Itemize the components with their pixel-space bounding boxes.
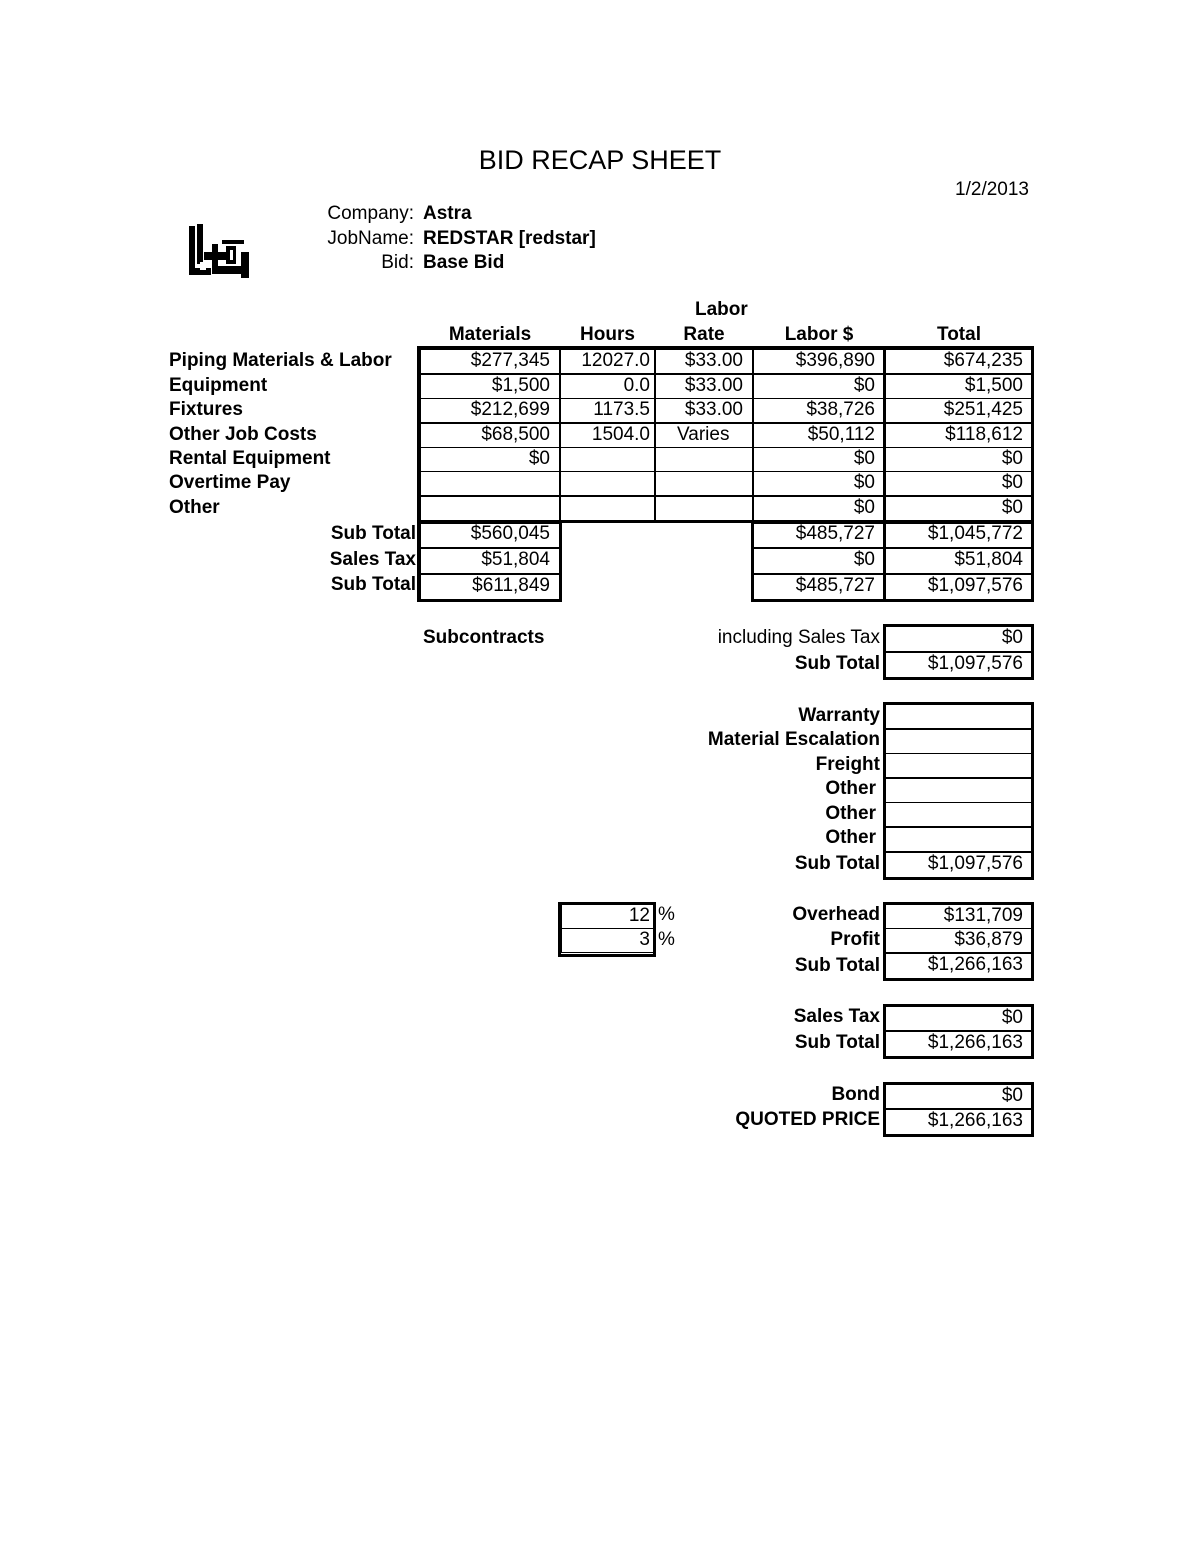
cell-materials [420,496,560,521]
cell-labor: $0 [753,374,885,399]
bond-value: $0 [885,1084,1033,1109]
other-value [885,827,1033,852]
cell-rate [655,496,753,521]
row-label-other: Other [169,497,220,518]
extras-subtotal-label: Sub Total [794,853,880,874]
col-header-labor-dollars: Labor $ [784,324,854,345]
cell-labor: $0 [753,471,885,496]
final-sales-tax-label: Sales Tax [793,1006,880,1027]
col-header-hours: Hours [580,324,635,345]
cell-hours: 1173.5 [560,398,655,423]
overhead-label: Overhead [792,904,880,925]
cell-hours [560,447,655,472]
cell-rate [655,447,753,472]
col-header-labor-rate-line2: Rate [683,324,725,345]
cell-materials: $277,345 [420,349,560,374]
col-header-materials: Materials [448,324,532,345]
subcontracts-value: $0 [885,626,1033,652]
material-escalation-value [885,729,1033,754]
overhead-value: $131,709 [885,904,1033,929]
sales-tax-labor: $0 [753,548,885,574]
freight-label: Freight [815,754,880,775]
cell-labor: $0 [753,496,885,521]
cell-total: $1,500 [885,374,1033,399]
cell-materials: $68,500 [420,423,560,448]
percent-sign: % [658,904,675,925]
subtotal-label: Sub Total [330,523,416,544]
other-label: Other [825,803,876,824]
other-label: Other [825,778,876,799]
subtotal-labor: $485,727 [753,574,885,600]
cell-total: $0 [885,447,1033,472]
subcontracts-label: Subcontracts [423,627,545,648]
subcontracts-subtotal-label: Sub Total [794,653,880,674]
final-sales-tax-value: $0 [885,1006,1033,1031]
quoted-price-label: QUOTED PRICE [735,1109,880,1130]
percent-sign: % [658,929,675,950]
profit-percent: 3 [561,928,654,953]
date: 1/2/2013 [955,179,1029,200]
cell-rate: $33.00 [655,398,753,423]
cell-rate: $33.00 [655,374,753,399]
cell-labor: $396,890 [753,349,885,374]
cell-hours: 0.0 [560,374,655,399]
row-label-other-job-costs: Other Job Costs [169,424,317,445]
bid-label: Bid: [381,252,414,273]
subtotal-total: $1,097,576 [885,574,1033,600]
subtotal-materials: $611,849 [420,574,560,600]
including-sales-tax-label: including Sales Tax [717,627,880,648]
row-label-equipment: Equipment [169,375,268,396]
subtotal-total: $1,045,772 [885,522,1033,548]
subcontracts-subtotal-value: $1,097,576 [885,652,1033,678]
op-subtotal-label: Sub Total [794,955,880,976]
sales-tax-total: $51,804 [885,548,1033,574]
cell-hours [560,471,655,496]
company-value: Astra [423,203,472,224]
subtotal-labor: $485,727 [753,522,885,548]
sales-tax-materials: $51,804 [420,548,560,574]
op-subtotal-value: $1,266,163 [885,953,1033,979]
sales-tax-label: Sales Tax [329,549,416,570]
bid-value: Base Bid [423,252,505,273]
other-value [885,802,1033,827]
plumbing-pipes-icon [186,222,252,280]
final-tax-subtotal-label: Sub Total [794,1032,880,1053]
cell-hours: 12027.0 [560,349,655,374]
cell-total: $251,425 [885,398,1033,423]
col-header-labor-rate-line1: Labor [695,299,748,320]
cell-materials [420,471,560,496]
cell-materials: $212,699 [420,398,560,423]
cell-labor: $0 [753,447,885,472]
row-label-piping: Piping Materials & Labor [169,350,392,371]
bond-label: Bond [831,1084,880,1105]
col-header-total: Total [937,324,981,345]
cell-hours [560,496,655,521]
cell-total: $674,235 [885,349,1033,374]
subtotal-materials: $560,045 [420,522,560,548]
cell-materials: $0 [420,447,560,472]
page-title: BID RECAP SHEET [478,145,722,175]
final-tax-subtotal-value: $1,266,163 [885,1031,1033,1057]
cell-hours: 1504.0 [560,423,655,448]
cell-total: $0 [885,471,1033,496]
cell-total: $118,612 [885,423,1033,448]
jobname-value: REDSTAR [redstar] [423,228,596,249]
row-label-rental-equipment: Rental Equipment [169,448,331,469]
warranty-label: Warranty [798,705,880,726]
company-label: Company: [327,203,414,224]
other-value [885,778,1033,803]
cell-rate: Varies [655,423,753,448]
profit-label: Profit [830,929,880,950]
jobname-label: JobName: [327,228,414,249]
profit-value: $36,879 [885,928,1033,953]
row-label-fixtures: Fixtures [169,399,243,420]
cell-rate: $33.00 [655,349,753,374]
material-escalation-label: Material Escalation [707,729,880,750]
cell-rate [655,471,753,496]
extras-subtotal-value: $1,097,576 [885,852,1033,878]
freight-value [885,753,1033,778]
cell-labor: $50,112 [753,423,885,448]
subtotal-label: Sub Total [330,574,416,595]
warranty-value [885,704,1033,729]
cell-materials: $1,500 [420,374,560,399]
overhead-percent: 12 [561,904,654,929]
cell-total: $0 [885,496,1033,521]
cell-labor: $38,726 [753,398,885,423]
quoted-price-value: $1,266,163 [885,1109,1033,1135]
other-label: Other [825,827,876,848]
row-label-overtime-pay: Overtime Pay [169,472,291,493]
